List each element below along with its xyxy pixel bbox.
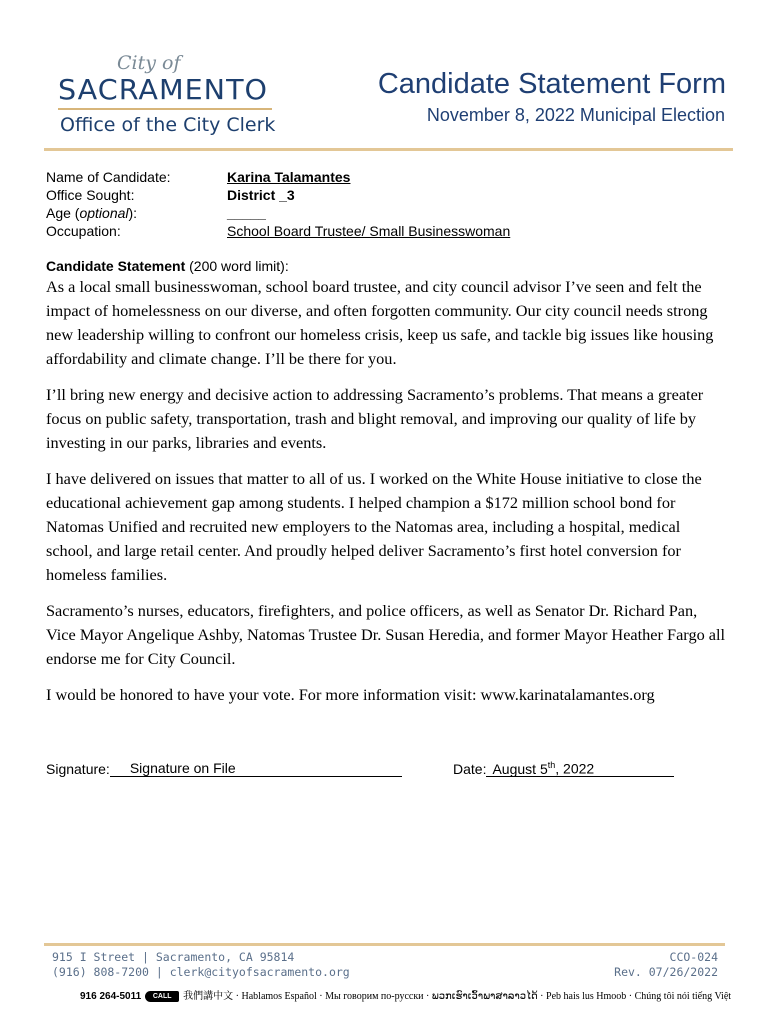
date-value: August 5 [492, 760, 548, 777]
form-code: CCO-024 [669, 950, 718, 964]
statement-label-bold: Candidate Statement [46, 258, 186, 274]
office-label: Office Sought: [46, 187, 135, 203]
name-value: Karina Talamantes [227, 169, 351, 185]
header-divider [44, 148, 733, 151]
statement-label-limit: (200 word limit): [185, 258, 289, 274]
language-assistance-bar [80, 987, 731, 1002]
form-revision: Rev. 07/26/2022 [614, 965, 718, 979]
signature-value: Signature on File [129, 760, 236, 776]
phone-311: 916 264-5011 [80, 991, 142, 1002]
statement-paragraph: I have delivered on issues that matter to all of us. I worked on the White House initiative to close the educational achievement gap among students. I helped champion a $172 million school bond for Natomas Unified and recruited new employers to the Natomas area, including a hospital, medical school, and large retail center. And proudly helped deliver Sacramento’s first hotel conversion for homeless families. [46, 469, 702, 584]
footer-address-block [52, 950, 350, 980]
name-label: Name of Candidate: [46, 169, 171, 185]
page-subtitle: November 8, 2022 Municipal Election [426, 105, 725, 125]
office-value: District _3 [227, 187, 295, 203]
date-year: , 2022 [555, 760, 595, 777]
language-list: 我們講中文 · Hablamos Español · Мы говорим по-русски · ພວກເຮົາເວົ້າພາສາລາວໄດ້ · Peb hais lus Hmoob · Chúng tôi nói tiếng Việt [183, 991, 732, 1002]
statement-paragraph: I’ll bring new energy and decisive action to addressing Sacramento’s problems. That means a greater focus on public safety, transportation, trash and blight removal, and improving our quality of life by investing in our parks, libraries and events. [46, 385, 704, 452]
date-field [453, 760, 674, 777]
age-label [46, 204, 137, 222]
statement-paragraph: I would be honored to have your vote. For more information visit: www.karinatalamantes.org [46, 685, 655, 704]
signature-label: Signature: [46, 761, 110, 777]
statement-body [46, 275, 730, 719]
footer-divider [44, 943, 725, 946]
logo-sacramento: SACRAMENTO [58, 73, 269, 106]
logo-office-name: Office of the City Clerk [60, 114, 276, 136]
footer-contact: (916) 808-7200 | clerk@cityofsacramento.org [52, 965, 350, 979]
logo-divider [58, 108, 272, 110]
signature-field [46, 760, 402, 777]
occupation-value: School Board Trustee/ Small Businesswoman [227, 223, 511, 239]
footer-form-info [614, 950, 718, 980]
statement-paragraph: As a local small businesswoman, school board trustee, and city council advisor I’ve seen and felt the impact of homelessness on our diverse, and often forgotten community. Our city council needs strong new leadership willing to confront our homeless crisis, keep us safe, and tackle big issues like housing affordability and climate change. I’ll be there for you. [46, 277, 714, 368]
age-label-optional: optional [79, 205, 129, 221]
footer-address: 915 I Street | Sacramento, CA 95814 [52, 950, 295, 964]
call-311-icon: CALL [145, 991, 179, 1002]
age-value: _____ [227, 205, 266, 221]
date-label: Date: [453, 761, 487, 777]
statement-paragraph: Sacramento’s nurses, educators, firefighters, and police officers, as well as Senator Dr. Richard Pan, Vice Mayor Angelique Ashby, Natomas Trustee Dr. Susan Heredia, and former Mayor Heather Fargo all endorse me for City Council. [46, 601, 726, 668]
date-suffix: th [547, 760, 556, 770]
age-label-prefix: Age ( [46, 205, 80, 221]
age-label-suffix: ): [128, 205, 138, 221]
page-title: Candidate Statement Form [377, 68, 726, 100]
statement-label [46, 258, 289, 274]
logo-city-of: City of [117, 52, 181, 74]
occupation-label: Occupation: [46, 223, 121, 239]
